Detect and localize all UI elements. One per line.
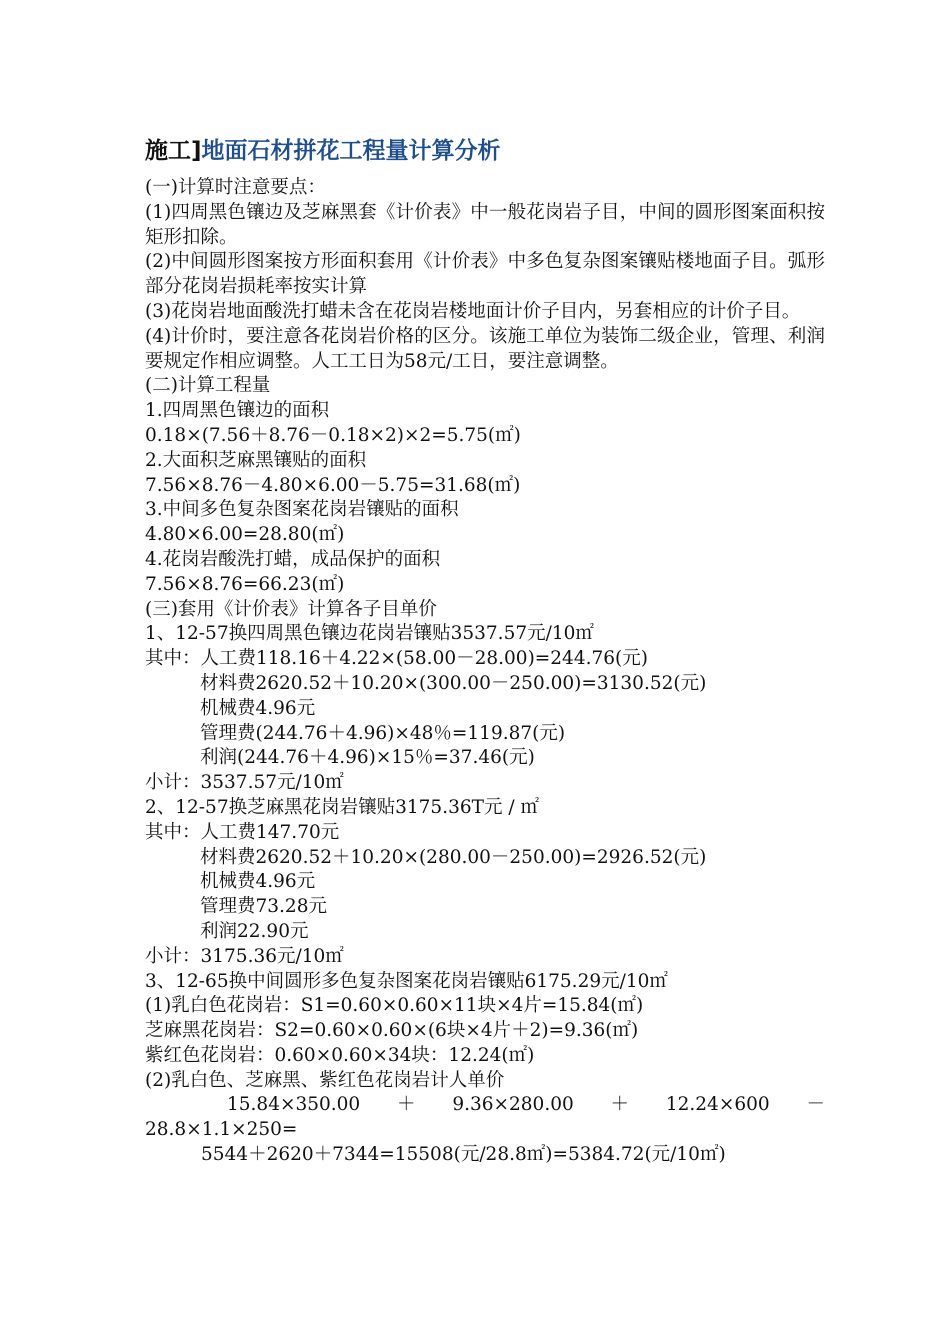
equation-term: 12.24×600 (665, 1094, 770, 1116)
document-page (145, 134, 825, 1168)
item-3-title: 3、12-65换中间圆形多色复杂图案花岗岩镶贴6175.29元/10㎡ (145, 970, 668, 992)
equation-operator: ＋ (397, 1094, 416, 1116)
item-3-line-3: 紫红色花岗岩：0.60×0.60×34块：12.24(㎡) (145, 1044, 535, 1066)
quantity-label-1: 1.四周黑色镶边的面积 (145, 400, 330, 422)
quantity-label-3: 3.中间多色复杂图案花岗岩镶贴的面积 (145, 499, 459, 521)
item-3-equation (145, 1093, 825, 1118)
section-heading-3: (三)套用《计价表》计算各子目单价 (145, 598, 437, 620)
item-2-material: 材料费2620.52＋10.20×(280.00－250.00)=2926.52(元) (200, 846, 707, 868)
item-3-line-4: (2)乳白色、芝麻黑、紫红色花岗岩计人单价 (145, 1069, 505, 1091)
note-4: (4)计价时，要注意各花岗岩价格的区分。该施工单位为装饰二级企业，管理、利润要规定作相应调整。人工工日为58元/工日，要注意调整。 (145, 325, 825, 372)
equation-term: 15.84×350.00 (227, 1094, 361, 1116)
quantity-formula-1: 0.18×(7.56＋8.76－0.18×2)×2=5.75(㎡) (145, 424, 521, 446)
equation-term: 9.36×280.00 (452, 1094, 574, 1116)
document-title (145, 134, 825, 168)
equation-operator: ＋ (610, 1094, 630, 1116)
item-2-management: 管理费73.28元 (200, 896, 327, 918)
item-2-profit: 利润22.90元 (200, 920, 309, 942)
title-prefix: 施工] (145, 138, 202, 164)
item-2-labor: 其中：人工费147.70元 (145, 821, 340, 843)
item-1-subtotal: 小计：3537.57元/10㎡ (145, 772, 344, 794)
item-3-line-2: 芝麻黑花岗岩：S2=0.60×0.60×(6块×4片＋2)=9.36(㎡) (145, 1020, 639, 1042)
item-1-profit: 利润(244.76＋4.96)×15％=37.46(元) (200, 747, 535, 769)
item-3-equation-continued: 28.8×1.1×250= (145, 1119, 298, 1141)
document-body (145, 176, 825, 1168)
item-1-management: 管理费(244.76＋4.96)×48％=119.87(元) (200, 722, 566, 744)
item-1-material: 材料费2620.52＋10.20×(300.00－250.00)=3130.52(元) (200, 672, 707, 694)
section-heading-2: (二)计算工程量 (145, 375, 271, 397)
item-1-title: 1、12-57换四周黑色镶边花岗岩镶贴3537.57元/10㎡ (145, 623, 594, 645)
quantity-label-2: 2.大面积芝麻黑镶贴的面积 (145, 449, 367, 471)
item-2-machine: 机械费4.96元 (200, 871, 316, 893)
note-1: (1)四周黑色镶边及芝麻黑套《计价表》中一般花岗岩子目，中间的圆形图案面积按矩形扣除。 (145, 201, 825, 248)
item-3-line-1: (1)乳白色花岗岩：S1=0.60×0.60×11块×4片=15.84(㎡) (145, 995, 644, 1017)
note-3: (3)花岗岩地面酸洗打蜡未含在花岗岩楼地面计价子目内，另套相应的计价子目。 (145, 300, 801, 322)
quantity-formula-3: 4.80×6.00=28.80(㎡) (145, 524, 345, 546)
section-heading-1: (一)计算时注意要点： (145, 177, 326, 198)
equation-operator: － (806, 1094, 825, 1116)
item-1-labor: 其中：人工费118.16＋4.22×(58.00－28.00)=244.76(元) (145, 648, 648, 670)
item-3-equation-result: 5544＋2620＋7344=15508(元/28.8㎡)=5384.72(元/10㎡) (201, 1144, 726, 1166)
quantity-formula-2: 7.56×8.76－4.80×6.00－5.75=31.68(㎡) (145, 474, 521, 496)
item-1-machine: 机械费4.96元 (200, 697, 316, 719)
quantity-label-4: 4.花岗岩酸洗打蜡，成品保护的面积 (145, 548, 441, 570)
quantity-formula-4: 7.56×8.76=66.23(㎡) (145, 573, 345, 595)
item-2-subtotal: 小计：3175.36元/10㎡ (145, 945, 344, 967)
title-main: 地面石材拼花工程量计算分析 (201, 138, 501, 164)
note-2: (2)中间圆形图案按方形面积套用《计价表》中多色复杂图案镶贴楼地面子目。弧形部分花岗岩损耗率按实计算 (145, 251, 825, 298)
item-2-title: 2、12-57换芝麻黑花岗岩镶贴3175.36T元 / ㎡ (145, 796, 539, 818)
